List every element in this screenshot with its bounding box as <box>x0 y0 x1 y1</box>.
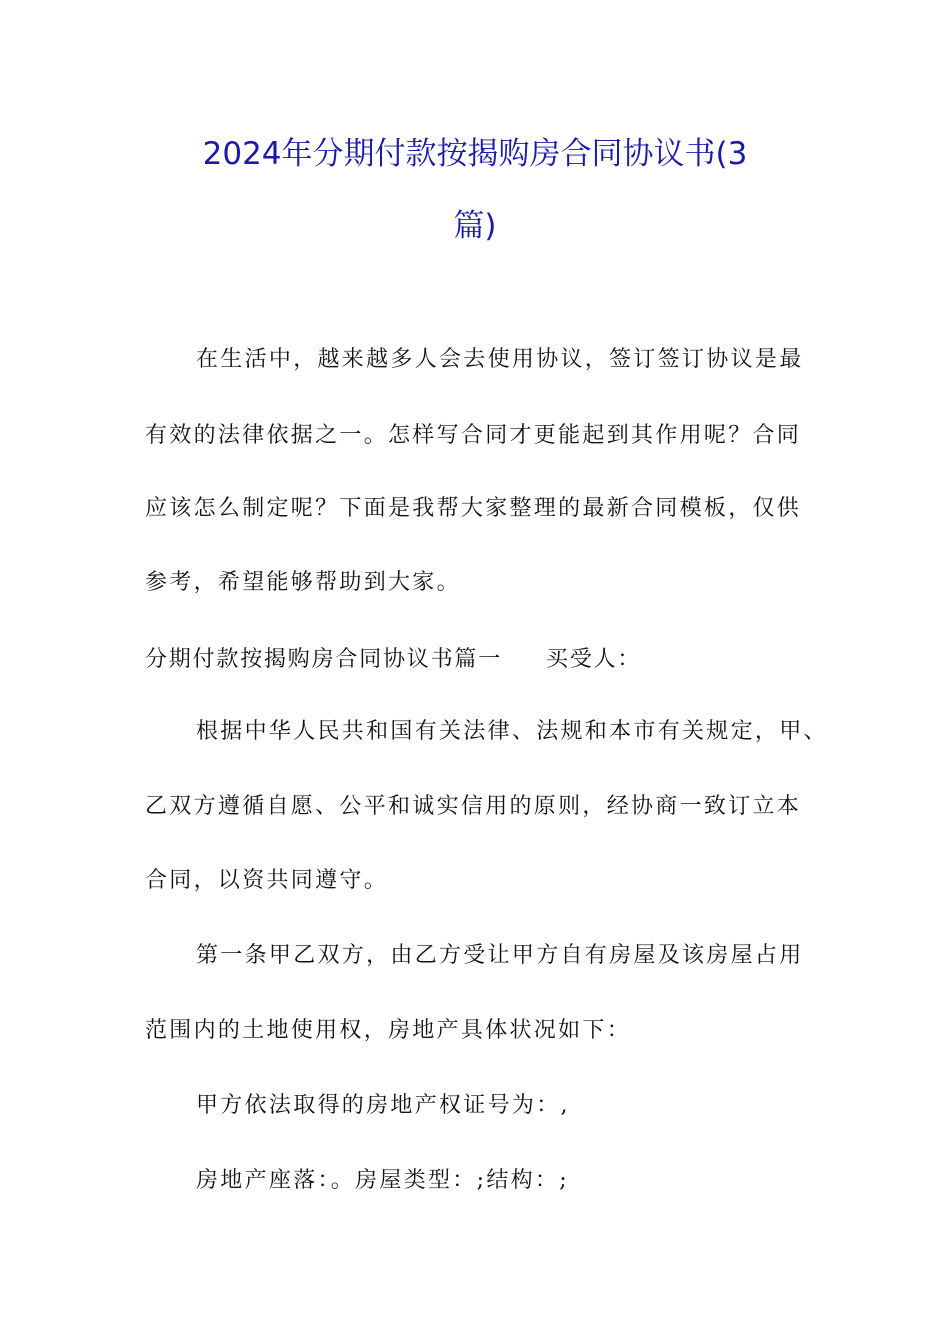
document-title-line-2: 篇) <box>453 208 497 244</box>
document-title-line-1: 2024年分期付款按揭购房合同协议书(3 <box>202 136 748 172</box>
section-heading <box>145 645 641 675</box>
intro-line-1: 在生活中，越来越多人会去使用协议，签订签订协议是最 <box>196 347 804 372</box>
basis-line-2: 乙双方遵循自愿、公平和诚实信用的原则，经协商一致订立本 <box>145 794 802 819</box>
intro-line-2: 有效的法律依据之一。怎样写合同才更能起到其作用呢？合同 <box>145 423 802 448</box>
intro-line-3: 应该怎么制定呢？下面是我帮大家整理的最新合同模板，仅供 <box>145 496 802 521</box>
intro-line-4: 参考，希望能够帮助到大家。 <box>145 570 461 595</box>
basis-line-1: 根据中华人民共和国有关法律、法规和本市有关规定，甲、 <box>196 719 828 744</box>
section-heading-title: 分期付款按揭购房合同协议书篇一 <box>145 647 503 672</box>
buyer-label: 买受人： <box>546 647 642 672</box>
location-line: 房地产座落：。房屋类型：;结构：; <box>196 1168 569 1193</box>
certificate-line: 甲方依法取得的房地产权证号为：, <box>196 1093 570 1118</box>
article-1-line-2: 范围内的土地使用权，房地产具体状况如下： <box>145 1018 632 1043</box>
article-1-line-1: 第一条甲乙双方，由乙方受让甲方自有房屋及该房屋占用 <box>196 943 804 968</box>
basis-line-3: 合同，以资共同遵守。 <box>145 868 389 893</box>
